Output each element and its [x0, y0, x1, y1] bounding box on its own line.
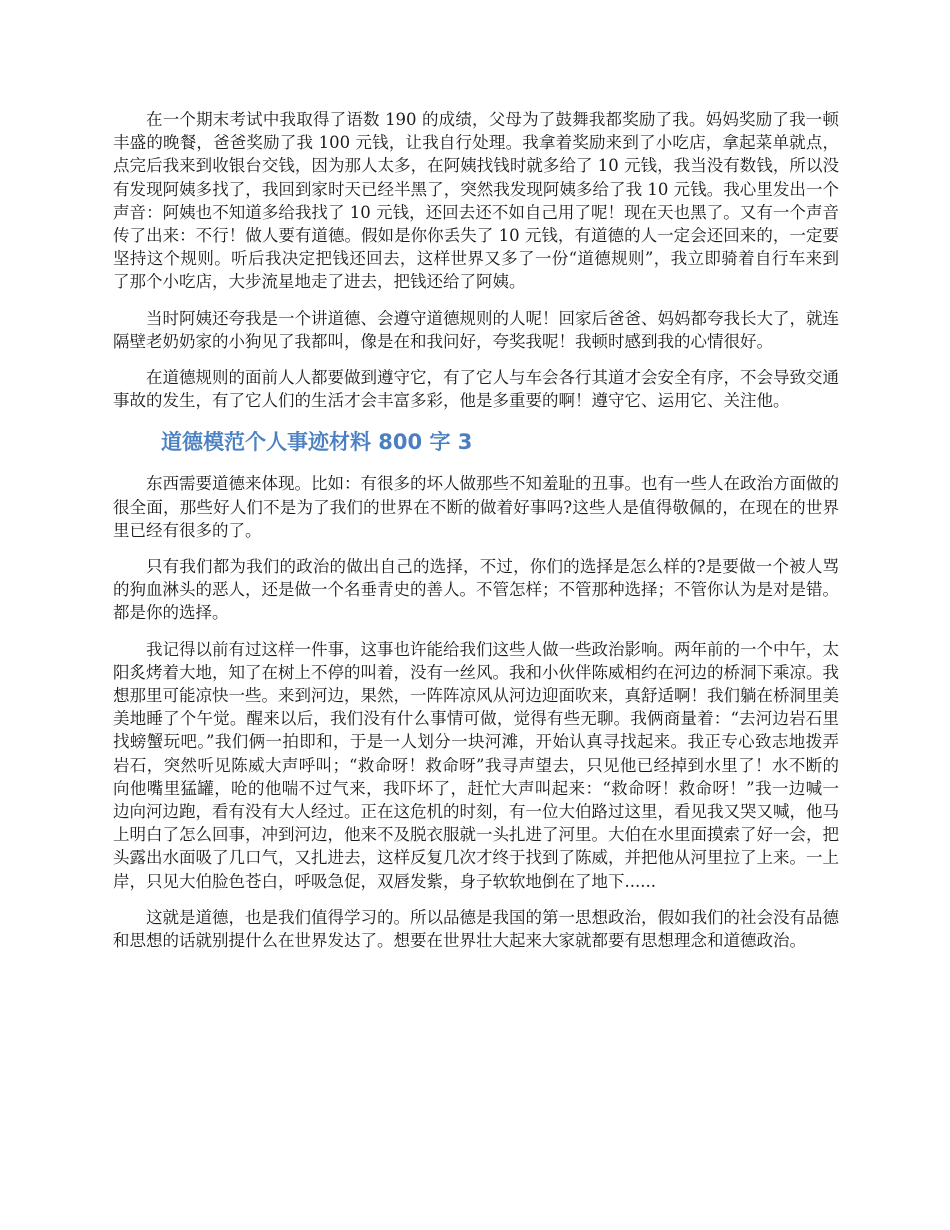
paragraph: 在一个期末考试中我取得了语数 190 的成绩，父母为了鼓舞我都奖励了我。妈妈奖励了我一顿丰盛的晚餐，爸爸奖励了我 100 元钱，让我自行处理。我拿着奖励来到了小吃店，拿起菜单就点，点完后我来到收银台交钱，因为那人太多，在阿姨找钱时就多给了 10 元钱，我当没有数钱，所以没有发现阿姨多找了，我回到家时天已经半黑了，突然我发现阿姨多给了我 10 元钱。我心里发出一个声音：阿姨也不知道多给我找了 10 元钱，还回去还不如自己用了呢！现在天也黑了。又有一个声音传了出来：不行！做人要有道德。假如是你你丢失了 10 元钱，有道德的人一定会还回来的，一定要坚持这个规则。听后我决定把钱还回去，这样世界又多了一份“道德规则”，我立即骑着自行车来到了那个小吃店，大步流星地走了进去，把钱还给了阿姨。 [113, 110, 839, 292]
paragraph: 这就是道德，也是我们值得学习的。所以品德是我国的第一思想政治，假如我们的社会没有品德和思想的话就别提什么在世界发达了。想要在世界壮大起来大家就都要有思想理念和道德政治。 [113, 907, 839, 951]
paragraph: 我记得以前有过这样一件事，这事也许能给我们这些人做一些政治影响。两年前的一个中午，太阳炙烤着大地，知了在树上不停的叫着，没有一丝风。我和小伙伴陈威相约在河边的桥洞下乘凉。我想那里可能凉快一些。来到河边，果然，一阵阵凉风从河边迎面吹来，真舒适啊！我们躺在桥洞里美美地睡了个午觉。醒来以后，我们没有什么事情可做，觉得有些无聊。我俩商量着：“去河边岩石里找螃蟹玩吧。”我们俩一拍即和，于是一人划分一块河滩，开始认真寻找起来。我正专心致志地拨弄岩石，突然听见陈威大声呼叫；“救命呀！救命呀”我寻声望去，只见他已经掉到水里了！水不断的向他嘴里猛罐，呛的他喘不过气来，我吓坏了，赶忙大声叫起来：“救命呀！救命呀！”我一边喊一边向河边跑，看有没有大人经过。正在这危机的时刻，有一位大伯路过这里，看见我又哭又喊，他马上明白了怎么回事，冲到河边，他来不及脱衣服就一头扎进了河里。大伯在水里面摸索了好一会，把头露出水面吸了几口气，又扎进去，这样反复几次才终于找到了陈威，并把他从河里拉了上来。一上岸，只见大伯脸色苍白，呼吸急促，双唇发紫，身子软软地倒在了地下...... [113, 639, 839, 891]
paragraph: 当时阿姨还夸我是一个讲道德、会遵守道德规则的人呢！回家后爸爸、妈妈都夸我长大了，就连隔壁老奶奶家的小狗见了我都叫，像是在和我问好，夸奖我呢！我顿时感到我的心情很好。 [113, 308, 839, 351]
paragraph: 东西需要道德来体现。比如：有很多的坏人做那些不知羞耻的丑事。也有一些人在政治方面做的很全面，那些好人们不是为了我们的世界在不断的做着好事吗?这些人是值得敬佩的，在现在的世界里已经有很多的了。 [113, 474, 839, 540]
section-heading: 道德模范个人事迹材料 800 字 3 [161, 430, 473, 455]
document-page [113, 108, 839, 965]
paragraph: 在道德规则的面前人人都要做到遵守它，有了它人与车会各行其道才会安全有序，不会导致交通事故的发生，有了它人们的生活才会丰富多彩，他是多重要的啊！遵守它、运用它、关注他。 [113, 368, 839, 411]
paragraph: 只有我们都为我们的政治的做出自己的选择，不过，你们的选择是怎么样的?是要做一个被人骂的狗血淋头的恶人，还是做一个名垂青史的善人。不管怎样；不管那种选择；不管你认为是对是错。都是你的选择。 [113, 557, 839, 623]
